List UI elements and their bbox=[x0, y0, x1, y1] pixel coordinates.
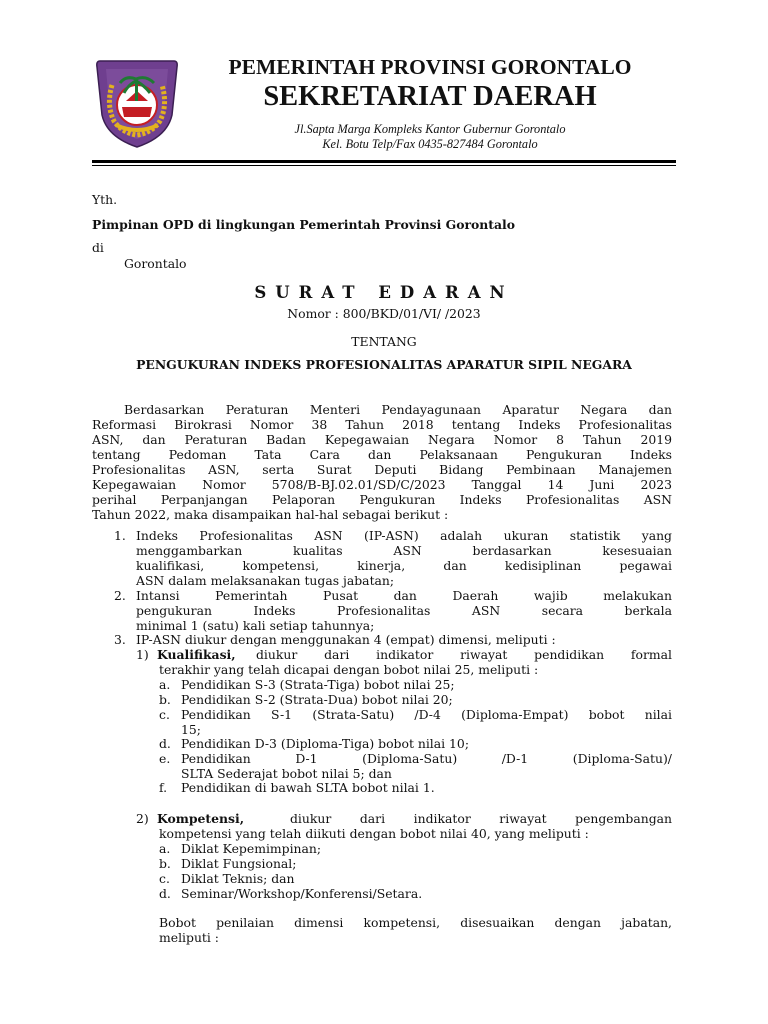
kompetensi-item-a-letter: a. bbox=[159, 841, 171, 856]
kualifikasi-number: 1) bbox=[136, 647, 149, 662]
kompetensi-item-c: Diklat Teknis; dan bbox=[181, 871, 295, 886]
letterhead bbox=[185, 54, 675, 152]
point-3-text: IP-ASN diukur dengan menggunakan 4 (empat) dimensi, meliputi : bbox=[136, 632, 556, 647]
recipient-name: Pimpinan OPD di lingkungan Pemerintah Provinsi Gorontalo bbox=[92, 217, 515, 232]
kompetensi-number: 2) bbox=[136, 811, 149, 826]
kualifikasi-item-b: Pendidikan S-2 (Strata-Dua) bobot nilai 20; bbox=[181, 692, 453, 707]
kualifikasi-item-b-letter: b. bbox=[159, 692, 171, 707]
kompetensi-label: Kompetensi, bbox=[157, 811, 245, 826]
kompetensi-line-1: diukur dari indikator riwayat pengembangan bbox=[290, 811, 672, 826]
point-1-line-1: Indeks Profesionalitas ASN (IP-ASN) adalah ukuran statistik yang bbox=[136, 528, 672, 543]
point-2-number: 2. bbox=[114, 588, 126, 603]
point-3-number: 3. bbox=[114, 632, 126, 647]
point-1-line-3: kualifikasi, kompetensi, kinerja, dan kedisiplinan pegawai bbox=[136, 558, 672, 573]
letterhead-secretariat: SEKRETARIAT DAERAH bbox=[263, 81, 597, 112]
kualifikasi-item-c-letter: c. bbox=[159, 707, 170, 722]
kompetensi-item-b-letter: b. bbox=[159, 856, 171, 871]
kompetensi-item-a: Diklat Kepemimpinan; bbox=[181, 841, 322, 856]
gorontalo-province-emblem-icon bbox=[92, 55, 182, 149]
recipient-place: Gorontalo bbox=[124, 256, 187, 271]
kualifikasi-item-a: Pendidikan S-3 (Strata-Tiga) bobot nilai 25; bbox=[181, 677, 455, 692]
intro-line-6: Kepegawaian Nomor 5708/B-BJ.02.01/SD/C/2023 Tanggal 14 Juni 2023 bbox=[92, 477, 672, 492]
letterhead-government: PEMERINTAH PROVINSI GORONTALO bbox=[228, 55, 632, 79]
kualifikasi-item-f-letter: f. bbox=[159, 780, 168, 795]
intro-line-7: perihal Perpanjangan Pelaporan Pengukuran Indeks Profesionalitas ASN bbox=[92, 492, 672, 507]
point-2-line-3: minimal 1 (satu) kali setiap tahunnya; bbox=[136, 618, 375, 633]
recipient-greeting: Yth. bbox=[92, 192, 118, 207]
kualifikasi-item-d-letter: d. bbox=[159, 736, 171, 751]
intro-line-1: Berdasarkan Peraturan Menteri Pendayagunaan Aparatur Negara dan bbox=[124, 402, 672, 417]
kualifikasi-item-a-letter: a. bbox=[159, 677, 171, 692]
letterhead-divider-thick bbox=[92, 160, 676, 163]
kualifikasi-item-c: Pendidikan S-1 (Strata-Satu) /D-4 (Diploma-Empat) bobot nilai bbox=[181, 707, 672, 722]
intro-line-5: Profesionalitas ASN, serta Surat Deputi Bidang Pembinaan Manajemen bbox=[92, 462, 672, 477]
intro-line-4: tentang Pedoman Tata Cara dan Pelaksanaan Pengukuran Indeks bbox=[92, 447, 672, 462]
kualifikasi-item-c-cont: 15; bbox=[181, 722, 201, 737]
kompetensi-bobot-line-1: Bobot penilaian dimensi kompetensi, disesuaikan dengan jabatan, bbox=[159, 915, 672, 930]
intro-line-8: Tahun 2022, maka disampaikan hal-hal sebagai berikut : bbox=[92, 507, 449, 522]
circular-title: SURAT EDARAN bbox=[254, 283, 514, 302]
kompetensi-bobot-line-2: meliputi : bbox=[159, 930, 219, 945]
circular-number: Nomor : 800/BKD/01/VI/ /2023 bbox=[287, 306, 481, 321]
recipient-di: di bbox=[92, 240, 104, 255]
intro-line-3: ASN, dan Peraturan Badan Kepegawaian Negara Nomor 8 Tahun 2019 bbox=[92, 432, 672, 447]
point-2-line-2: pengukuran Indeks Profesionalitas ASN secara berkala bbox=[136, 603, 672, 618]
point-1-line-4: ASN dalam melaksanakan tugas jabatan; bbox=[136, 573, 395, 588]
kualifikasi-label: Kualifikasi, bbox=[157, 647, 236, 662]
letterhead-divider-thin bbox=[92, 165, 676, 166]
kualifikasi-line-1: diukur dari indikator riwayat pendidikan formal bbox=[256, 647, 672, 662]
kompetensi-item-d-letter: d. bbox=[159, 886, 171, 901]
kualifikasi-item-e: Pendidikan D-1 (Diploma-Satu) /D-1 (Diploma-Satu)/ bbox=[181, 751, 672, 766]
tentang-label: TENTANG bbox=[351, 334, 417, 349]
kompetensi-item-c-letter: c. bbox=[159, 871, 170, 886]
kompetensi-line-2: kompetensi yang telah diikuti dengan bobot nilai 40, yang meliputi : bbox=[159, 826, 589, 841]
kualifikasi-item-e-letter: e. bbox=[159, 751, 171, 766]
kompetensi-item-b: Diklat Fungsional; bbox=[181, 856, 297, 871]
kualifikasi-line-2: terakhir yang telah dicapai dengan bobot nilai 25, meliputi : bbox=[159, 662, 539, 677]
circular-subject: PENGUKURAN INDEKS PROFESIONALITAS APARATUR SIPIL NEGARA bbox=[136, 357, 632, 372]
kompetensi-item-d: Seminar/Workshop/Konferensi/Setara. bbox=[181, 886, 423, 901]
intro-line-2: Reformasi Birokrasi Nomor 38 Tahun 2018 tentang Indeks Profesionalitas bbox=[92, 417, 672, 432]
point-1-number: 1. bbox=[114, 528, 126, 543]
kualifikasi-item-e-cont: SLTA Sederajat bobot nilai 5; dan bbox=[181, 766, 392, 781]
letterhead-address-line-1: Jl.Sapta Marga Kompleks Kantor Gubernur Gorontalo bbox=[294, 122, 566, 136]
kualifikasi-item-d: Pendidikan D-3 (Diploma-Tiga) bobot nilai 10; bbox=[181, 736, 469, 751]
letterhead-address-line-2: Kel. Botu Telp/Fax 0435-827484 Gorontalo bbox=[322, 137, 538, 151]
point-2-line-1: Intansi Pemerintah Pusat dan Daerah wajib melakukan bbox=[136, 588, 672, 603]
kualifikasi-item-f: Pendidikan di bawah SLTA bobot nilai 1. bbox=[181, 780, 435, 795]
point-1-line-2: menggambarkan kualitas ASN berdasarkan kesesuaian bbox=[136, 543, 672, 558]
